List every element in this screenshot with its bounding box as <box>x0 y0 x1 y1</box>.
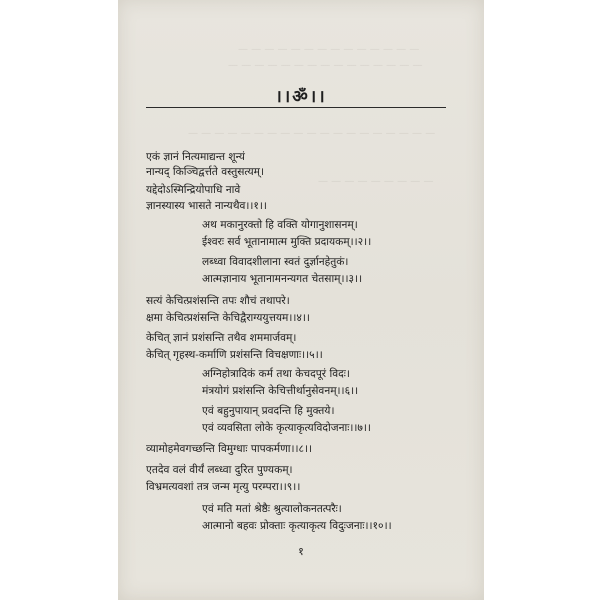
verse-line: ईश्वरः सर्व भूतानामात्म मुक्ति प्रदायकम्।।२।। <box>202 236 372 248</box>
verse-line: व्यामोहमेवगच्छन्ति विमुग्धाः पापकर्मणा।।८।। <box>146 443 313 455</box>
verse-line: एवं बहुनुपायान् प्रवदन्ति हि मुक्तये। <box>202 405 335 417</box>
book-page <box>118 0 484 600</box>
verse-line: एकं ज्ञानं नित्यमाद्यन्त शून्यं <box>146 151 245 163</box>
verse-line: ज्ञानस्यास्य भासते नान्यथैव।।१।। <box>146 200 267 212</box>
verse-line: लब्ध्वा विवादशीलाना स्वतं दुर्ज्ञानहेतुकं। <box>202 256 349 268</box>
verse-line: विभ्रमत्यवशां तत्र जन्म मृत्यु परम्परा।।९।। <box>146 481 301 493</box>
verse-line: नान्यद् किञ्चिद्वर्त्तते वस्तुसत्यम्। <box>146 166 264 178</box>
verse-line: केचित् ज्ञानं प्रशंसन्ति तथैव शममार्जवम्। <box>146 332 297 344</box>
verse-line: क्षमा केचित्प्रशंसन्ति केचिद्वैराग्ययुत्तयम।।४।। <box>146 312 310 324</box>
verse-line: केचित् गृहस्थ-कर्माणि प्रशंसन्ति विचक्षणाः।।५।। <box>146 349 323 361</box>
verse-line: एतदेव वलं वीर्यं लब्ध्वा दुरित पुण्यकम्। <box>146 464 293 476</box>
verse-line: अग्निहोत्रादिकं कर्म तथा केचदपूरं विदः। <box>202 368 350 380</box>
page-number: १ <box>298 545 304 558</box>
verse-line: आत्मानो बहवः प्रोक्ताः कृत्याकृत्य विदुःजनाः।।१०।। <box>202 520 392 532</box>
verse-line: एवं व्यवसिता लोके कृत्याकृत्यविदोजनाः।।७।। <box>202 422 371 434</box>
show-through-text: — — — — — — — — — — — — — — <box>238 44 420 55</box>
verse-line: अथ मकानुरक्तो हि वक्ति योगानुशासनम्। <box>202 219 358 231</box>
verse-line: मंत्रयोगं प्रशंसन्ति केचित्तीर्थानुसेवनम्।।६।। <box>202 385 359 397</box>
verse-line: यद्देदोऽस्मिन्द्रियोपाधि नावे <box>146 184 241 196</box>
show-through-text: — — — — — — — — — <box>318 176 434 187</box>
show-through-text: — — — — — — — — — — — — — — — — — — — <box>188 128 436 139</box>
verse-line: आत्मज्ञानाय भूतानामनन्यगत चेतसाम्।।३।। <box>202 273 363 285</box>
show-through-text: — — — — — — — — — — — — — — — <box>228 60 423 71</box>
verse-line: सत्यं केचित्प्रशंसन्ति तपः शौचं तथापरे। <box>146 295 290 307</box>
verse-line: एवं मति मतां श्रेष्ठैः श्रुत्यालोकनतत्परैः। <box>202 503 342 515</box>
heading-rule <box>146 107 446 108</box>
page-heading: ।।ॐ।। <box>275 87 327 107</box>
